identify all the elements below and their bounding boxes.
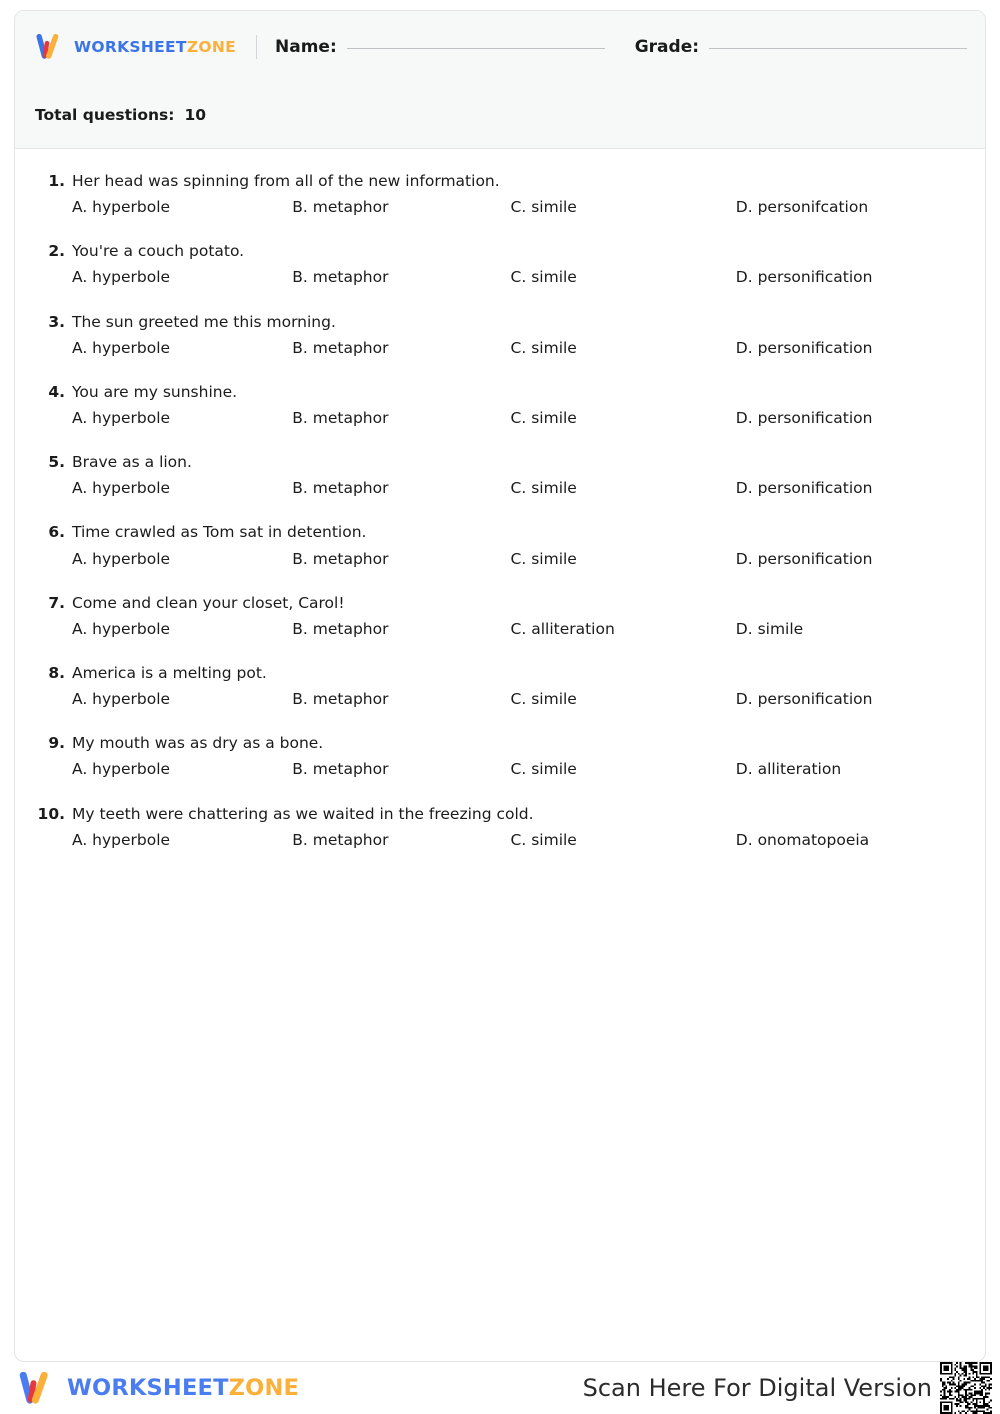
answer-option-b[interactable]: B. metaphor [292,830,389,849]
total-questions-label: Total questions: [35,106,175,124]
question-text: Time crawled as Tom sat in detention. [72,523,367,542]
question-prompt-row [35,241,965,261]
qr-code-icon[interactable] [940,1362,992,1414]
answer-option-c[interactable]: C. simile [510,338,577,357]
question-prompt-row [35,312,965,332]
header-top-row [15,11,985,83]
footer-brand-logo-text [67,1375,299,1401]
question-prompt-row [35,382,965,402]
answer-option-d[interactable]: D. personification [735,549,873,568]
question-text: My teeth were chattering as we waited in the freezing cold. [72,804,534,823]
question-text: You are my sunshine. [72,382,238,401]
scan-here-text: Scan Here For Digital Version [582,1374,932,1402]
question-item [35,663,965,709]
answer-option-b[interactable]: B. metaphor [292,198,389,217]
question-number: 6. [48,523,65,542]
questions-list [15,149,985,850]
answer-option-a[interactable]: A. hyperbole [72,479,171,498]
question-item [35,593,965,639]
question-text: Come and clean your closet, Carol! [72,593,345,612]
answer-option-d[interactable]: D. simile [735,619,804,638]
worksheet-zone-logo-icon [18,1372,56,1405]
answer-option-b[interactable]: B. metaphor [292,268,389,287]
name-label: Name: [275,37,337,57]
footer-brand-name-zone: ZONE [228,1375,300,1401]
brand-name-zone: ZONE [186,38,236,56]
footer-brand-name-worksheet: WORKSHEET [67,1375,229,1401]
answer-option-d[interactable]: D. personification [735,338,873,357]
question-item [35,241,965,287]
question-text: My mouth was as dry as a bone. [72,734,324,753]
question-text: Brave as a lion. [72,453,192,472]
page-footer [0,1362,1000,1414]
answer-option-d[interactable]: D. alliteration [735,760,842,779]
answer-option-c[interactable]: C. simile [510,268,577,287]
answer-options [35,338,965,358]
footer-scan-section [583,1362,1000,1414]
total-questions-value: 10 [184,106,207,124]
answer-option-a[interactable]: A. hyperbole [72,619,171,638]
answer-option-d[interactable]: D. onomatopoeia [735,830,870,849]
header-bottom-row [15,83,985,147]
answer-option-c[interactable]: C. simile [510,760,577,779]
footer-brand-logo [18,1372,299,1405]
answer-option-c[interactable]: C. simile [510,830,577,849]
question-text: You're a couch potato. [72,242,245,261]
answer-options [35,267,965,287]
question-item [35,312,965,358]
answer-option-d[interactable]: D. personification [735,690,873,709]
question-prompt-row [35,804,965,824]
question-text: America is a melting pot. [72,663,267,682]
answer-option-c[interactable]: C. alliteration [510,619,615,638]
answer-option-b[interactable]: B. metaphor [292,479,389,498]
answer-option-b[interactable]: B. metaphor [292,338,389,357]
answer-options [35,408,965,428]
answer-option-a[interactable]: A. hyperbole [72,760,171,779]
question-number: 5. [48,453,65,472]
question-item [35,733,965,779]
question-text: Her head was spinning from all of the new information. [72,172,500,190]
answer-option-a[interactable]: A. hyperbole [72,690,171,709]
answer-option-d[interactable]: D. personification [735,268,873,287]
question-number: 1. [48,172,65,190]
question-number: 9. [48,734,65,753]
question-number: 3. [48,312,65,331]
brand-logo-text [74,38,236,56]
grade-label: Grade: [634,37,700,57]
question-item [35,804,965,850]
question-item [35,522,965,568]
answer-option-c[interactable]: C. simile [510,549,577,568]
answer-option-c[interactable]: C. simile [510,479,577,498]
answer-option-a[interactable]: A. hyperbole [72,408,171,427]
answer-option-b[interactable]: B. metaphor [292,408,389,427]
answer-options [35,619,965,639]
question-prompt-row [35,593,965,613]
name-field[interactable] [275,37,605,57]
name-input-line[interactable] [347,47,605,49]
question-number: 10. [37,804,65,823]
answer-option-d[interactable]: D. personifcation [735,198,869,217]
question-item [35,452,965,498]
answer-option-d[interactable]: D. personification [735,408,873,427]
answer-option-d[interactable]: D. personification [735,479,873,498]
answer-options [35,759,965,779]
header-divider [256,35,257,59]
question-number: 2. [48,242,65,261]
question-item [35,171,965,217]
question-prompt-row [35,663,965,683]
question-prompt-row [35,733,965,753]
answer-option-a[interactable]: A. hyperbole [72,268,171,287]
answer-option-b[interactable]: B. metaphor [292,760,389,779]
answer-options [35,689,965,709]
answer-options [35,478,965,498]
question-number: 8. [48,663,65,682]
question-item [35,382,965,428]
grade-input-line[interactable] [709,47,967,49]
question-text: The sun greeted me this morning. [72,312,336,331]
answer-option-b[interactable]: B. metaphor [292,619,389,638]
worksheet-header [15,11,985,149]
answer-option-a[interactable]: A. hyperbole [72,338,171,357]
worksheet-zone-logo-icon [35,34,65,60]
answer-option-c[interactable]: C. simile [510,690,577,709]
question-prompt-row [35,452,965,472]
answer-option-c[interactable]: C. simile [510,198,577,217]
question-prompt-row [35,522,965,542]
answer-option-b[interactable]: B. metaphor [292,690,389,709]
grade-field[interactable] [635,37,967,57]
answer-options [35,549,965,569]
answer-option-a[interactable]: A. hyperbole [72,198,171,217]
answer-options [35,197,965,217]
answer-options [35,830,965,850]
question-number: 7. [48,593,65,612]
answer-option-b[interactable]: B. metaphor [292,549,389,568]
answer-option-c[interactable]: C. simile [510,408,577,427]
question-number: 4. [48,382,65,401]
question-prompt-row [35,171,965,191]
answer-option-a[interactable]: A. hyperbole [72,549,171,568]
worksheet-page [14,10,986,1362]
brand-logo [35,34,236,60]
brand-name-worksheet: WORKSHEET [74,38,187,56]
answer-option-a[interactable]: A. hyperbole [72,830,171,849]
total-questions [35,106,206,124]
